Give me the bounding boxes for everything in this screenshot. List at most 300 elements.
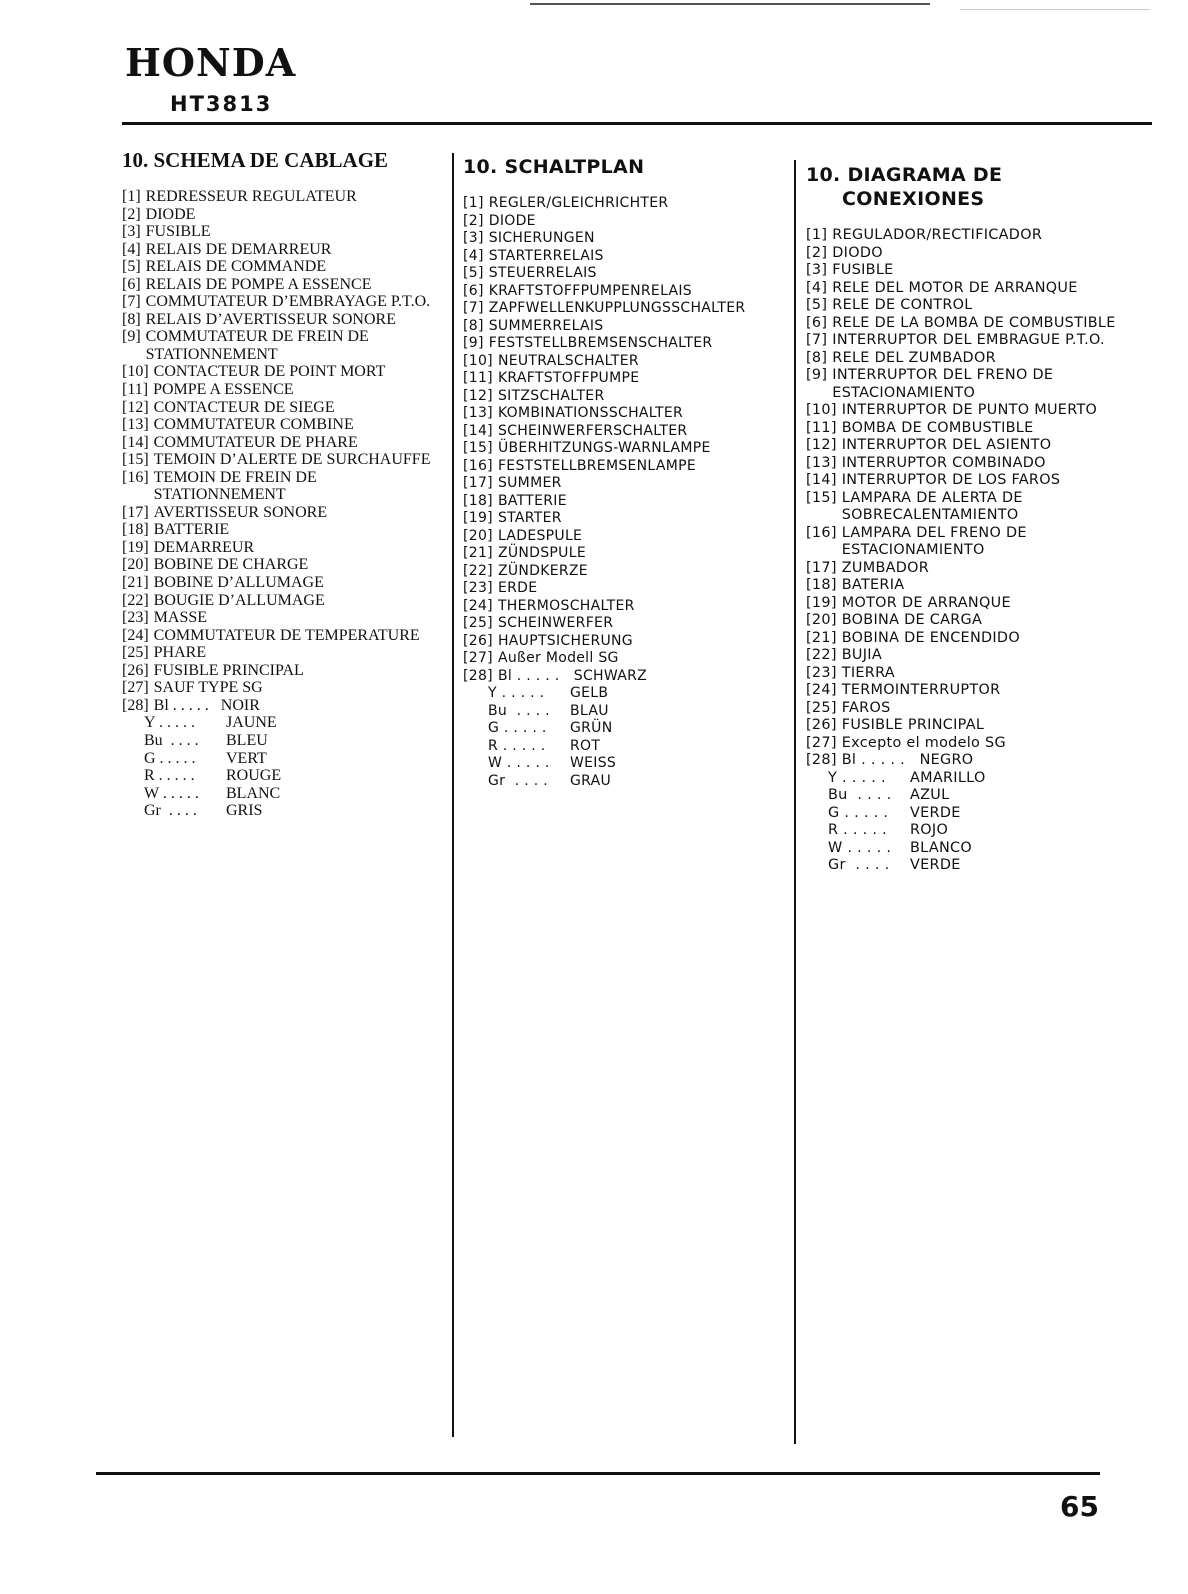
- color-code-list-german: [463, 685, 793, 790]
- legend-item-text: RELE DE LA BOMBA DE COMBUSTIBLE: [832, 314, 1116, 331]
- legend-item: [806, 297, 1146, 315]
- legend-item-text: INTERRUPTOR COMBINADO: [841, 454, 1046, 471]
- color-code-row: [488, 738, 793, 756]
- legend-item-text: COMMUTATEUR DE PHARE: [153, 433, 358, 451]
- legend-item-number: [23]: [806, 664, 837, 681]
- legend-item-number: [6]: [463, 282, 484, 299]
- legend-item-number: [27]: [122, 679, 149, 697]
- legend-item-number: [22]: [806, 647, 837, 663]
- legend-item: [122, 293, 442, 311]
- legend-item: [806, 402, 1146, 420]
- legend-item-text: KRAFTSTOFFPUMPE: [497, 370, 640, 386]
- footer-rule: [96, 1472, 1100, 1475]
- legend-item-text: LADESPULE: [497, 527, 583, 544]
- color-code-name: GRIS: [226, 802, 263, 820]
- legend-item-number: [1]: [463, 195, 484, 211]
- color-code-name: AMARILLO: [910, 769, 986, 786]
- color-code-abbrev: Y . . . . .: [488, 685, 545, 701]
- legend-item: [122, 539, 442, 557]
- legend-item-text: SUMMER: [497, 475, 562, 491]
- section-title-spanish: [806, 163, 1146, 211]
- color-code-row: [828, 822, 1146, 840]
- legend-item-text: BATTERIE: [153, 521, 230, 539]
- legend-item-number: [8]: [463, 317, 484, 334]
- color-code-abbrev: W . . . . .: [488, 755, 550, 771]
- legend-item: [122, 644, 442, 662]
- legend-item: [806, 665, 1146, 683]
- legend-item-number: [19]: [122, 538, 149, 556]
- legend-item-text: RELAIS DE DEMARREUR: [145, 240, 332, 258]
- legend-item: [806, 560, 1146, 578]
- legend-item-number: [11]: [122, 381, 149, 399]
- legend-item-text: FUSIBLE PRINCIPAL: [841, 717, 985, 733]
- legend-item-text: PHARE: [153, 644, 207, 662]
- color-code-name: BLAU: [570, 702, 609, 719]
- color-code-name: BLEU: [226, 731, 268, 749]
- legend-item-number: [3]: [122, 223, 141, 241]
- legend-item-text: FUSIBLE PRINCIPAL: [153, 661, 304, 679]
- legend-item: [122, 434, 442, 452]
- legend-item-text: BATERIA: [841, 577, 905, 593]
- legend-item-text: NEUTRALSCHALTER: [497, 352, 639, 369]
- color-code-row: [828, 787, 1146, 805]
- legend-item: [463, 318, 793, 336]
- color-code-abbrev: Bu . . . .: [488, 702, 550, 719]
- legend-item-text: FUSIBLE: [145, 223, 211, 241]
- legend-item: [463, 615, 793, 633]
- legend-item: [463, 370, 793, 388]
- legend-item-text: DIODO: [832, 244, 883, 261]
- legend-item-number: [3]: [806, 262, 828, 278]
- legend-item-number: [21]: [806, 629, 837, 646]
- legend-item-number: [12]: [122, 398, 149, 416]
- model-name: HT3813: [170, 92, 273, 116]
- section-title-german: 10. SCHALTPLAN: [463, 156, 645, 178]
- legend-item-text: RELAIS DE COMMANDE: [145, 258, 327, 276]
- legend-item: [806, 262, 1146, 280]
- legend-item-number: [2]: [122, 205, 141, 223]
- legend-item-number: [5]: [122, 258, 141, 276]
- legend-item: [463, 405, 793, 423]
- legend-item: [806, 577, 1146, 595]
- legend-item: [122, 679, 442, 697]
- color-code-row: [144, 732, 442, 750]
- legend-item-text: HAUPTSICHERUNG: [497, 632, 633, 649]
- legend-item-number: [28]: [122, 696, 149, 714]
- column-divider-1: [452, 153, 454, 1437]
- top-edge-faint-rule: [960, 9, 1150, 10]
- legend-item-number: [10]: [806, 402, 837, 418]
- legend-item-text: RELAIS D’AVERTISSEUR SONORE: [145, 310, 396, 328]
- legend-item: [806, 630, 1146, 648]
- legend-item-text: KOMBINATIONSSCHALTER: [497, 405, 683, 421]
- legend-item: [122, 258, 442, 276]
- legend-item-number: [13]: [122, 416, 149, 434]
- legend-item-text: DIODE: [488, 212, 536, 229]
- legend-item-text: CONTACTEUR DE SIEGE: [153, 398, 335, 416]
- color-code-row: [828, 770, 1146, 788]
- color-code-abbrev: Y . . . . .: [828, 769, 886, 786]
- legend-item: [122, 574, 442, 592]
- legend-item-number: [16]: [122, 468, 149, 486]
- legend-item-number: [14]: [122, 433, 149, 451]
- legend-item: [463, 580, 793, 598]
- legend-item: [122, 469, 442, 504]
- legend-item: [463, 528, 793, 546]
- legend-item: [122, 381, 442, 399]
- legend-item-text: TERMOINTERRUPTOR: [841, 682, 1001, 698]
- color-code-abbrev: Y . . . . .: [144, 714, 195, 732]
- column-spanish: [806, 163, 1146, 875]
- legend-item-number: [4]: [806, 279, 828, 296]
- legend-item-number: [19]: [806, 594, 837, 611]
- legend-item-text: INTERRUPTOR DE LOS FAROS: [841, 472, 1061, 488]
- color-code-abbrev: Bu . . . .: [828, 787, 892, 803]
- legend-item: [122, 504, 442, 522]
- legend-item-number: [15]: [806, 489, 837, 506]
- legend-item-text: INTERRUPTOR DEL EMBRAGUE P.T.O.: [832, 332, 1105, 348]
- legend-item: [122, 451, 442, 469]
- legend-item-text: REGLER/GLEICHRICHTER: [488, 195, 669, 211]
- legend-item-number: [16]: [806, 524, 837, 541]
- section-title-french: 10. SCHEMA DE CABLAGE: [122, 148, 389, 172]
- section-title-spanish-line1: 10. DIAGRAMA DE: [806, 164, 1003, 186]
- legend-item-text: SAUF TYPE SG: [153, 679, 263, 697]
- legend-item-number: [13]: [806, 454, 837, 471]
- color-code-name: VERDE: [910, 857, 961, 873]
- legend-item-number: [8]: [806, 349, 828, 366]
- legend-item-text: BOBINA DE ENCENDIDO: [841, 629, 1020, 646]
- legend-item-text: SCHEINWERFERSCHALTER: [497, 422, 688, 439]
- legend-item: [463, 668, 793, 686]
- legend-item: [463, 545, 793, 563]
- legend-item-text: INTERRUPTOR DEL FRENO DE ESTACIONAMIENTO: [832, 367, 1059, 401]
- legend-item-text: Bl . . . . . NEGRO: [841, 752, 974, 768]
- color-code-name: WEISS: [570, 755, 617, 771]
- legend-item: [806, 472, 1146, 490]
- legend-item-text: DEMARREUR: [153, 538, 255, 556]
- legend-item: [806, 717, 1146, 735]
- legend-item-number: [25]: [122, 644, 149, 662]
- legend-item-text: TEMOIN D’ALERTE DE SURCHAUFFE: [153, 451, 431, 469]
- legend-list-french: [122, 188, 442, 714]
- color-code-list-spanish: [806, 770, 1146, 875]
- legend-item: [806, 332, 1146, 350]
- color-code-row: [144, 750, 442, 768]
- legend-item: [463, 563, 793, 581]
- color-code-abbrev: R . . . . .: [828, 822, 888, 838]
- legend-item-text: DIODE: [145, 205, 196, 223]
- legend-item-number: [19]: [463, 510, 493, 526]
- legend-item: [463, 458, 793, 476]
- legend-item-text: COMMUTATEUR DE TEMPERATURE: [153, 626, 420, 644]
- legend-item-text: FESTSTELLBREMSENLAMPE: [497, 457, 697, 474]
- legend-item: [122, 627, 442, 645]
- legend-item-number: [12]: [463, 387, 493, 404]
- color-code-name: GRÜN: [570, 720, 613, 736]
- legend-item: [806, 350, 1146, 368]
- legend-item-text: ERDE: [497, 580, 538, 596]
- legend-item: [122, 609, 442, 627]
- legend-item-text: STEUERRELAIS: [488, 265, 597, 281]
- page-number: 65: [1060, 1490, 1099, 1523]
- legend-item-text: BOUGIE D’ALLUMAGE: [153, 591, 325, 609]
- legend-item-number: [21]: [463, 545, 493, 561]
- legend-item: [806, 420, 1146, 438]
- legend-item-text: ZÜNDSPULE: [497, 545, 586, 561]
- legend-item-number: [17]: [463, 475, 493, 491]
- legend-item: [806, 455, 1146, 473]
- color-code-name: ROJO: [910, 822, 949, 838]
- color-code-abbrev: Gr . . . .: [488, 772, 548, 789]
- legend-item-number: [5]: [806, 297, 828, 313]
- legend-item-number: [24]: [122, 626, 149, 644]
- legend-item: [122, 521, 442, 539]
- legend-item: [806, 280, 1146, 298]
- legend-item: [463, 300, 793, 318]
- legend-item-number: [7]: [122, 293, 141, 311]
- legend-item-text: TIERRA: [841, 664, 895, 681]
- color-code-abbrev: R . . . . .: [144, 767, 195, 785]
- header-rule: [122, 122, 1152, 125]
- legend-item-text: RELE DE CONTROL: [832, 297, 973, 313]
- legend-item-number: [28]: [463, 667, 493, 684]
- legend-item: [463, 633, 793, 651]
- legend-item-text: LAMPARA DEL FRENO DE ESTACIONAMIENTO: [841, 524, 1032, 558]
- column-divider-2: [794, 160, 796, 1444]
- legend-item-number: [11]: [806, 419, 837, 436]
- legend-item: [463, 195, 793, 213]
- legend-item: [806, 227, 1146, 245]
- section-title-spanish-line2: CONEXIONES: [842, 188, 985, 210]
- legend-item-text: SCHEINWERFER: [497, 615, 614, 631]
- legend-item-text: ZÜNDKERZE: [497, 562, 588, 579]
- legend-item: [122, 311, 442, 329]
- legend-item-text: MOTOR DE ARRANQUE: [841, 594, 1011, 611]
- color-code-name: AZUL: [910, 787, 950, 803]
- legend-item-number: [2]: [806, 244, 828, 261]
- legend-item: [122, 399, 442, 417]
- legend-item: [806, 315, 1146, 333]
- legend-item-number: [24]: [463, 597, 493, 614]
- color-code-row: [144, 785, 442, 803]
- legend-item-text: COMMUTATEUR DE FREIN DE STATIONNEMENT: [145, 328, 373, 363]
- legend-item-number: [22]: [122, 591, 149, 609]
- color-code-row: [144, 767, 442, 785]
- legend-item: [463, 248, 793, 266]
- legend-item: [122, 276, 442, 294]
- legend-item-number: [13]: [463, 405, 493, 421]
- legend-item: [463, 388, 793, 406]
- legend-item: [806, 735, 1146, 753]
- legend-item-number: [20]: [463, 527, 493, 544]
- legend-item-number: [7]: [463, 300, 484, 316]
- legend-item-number: [14]: [463, 422, 493, 439]
- color-code-name: VERT: [226, 749, 267, 767]
- legend-item-text: MASSE: [153, 609, 208, 627]
- legend-item-number: [25]: [806, 699, 837, 716]
- legend-item: [122, 241, 442, 259]
- legend-item-text: TEMOIN DE FREIN DE STATIONNEMENT: [153, 468, 321, 504]
- color-code-row: [144, 714, 442, 732]
- legend-item-text: INTERRUPTOR DEL ASIENTO: [841, 437, 1052, 453]
- legend-item: [122, 223, 442, 241]
- legend-item: [122, 363, 442, 381]
- legend-item: [122, 328, 442, 363]
- legend-item-number: [17]: [122, 503, 149, 521]
- legend-item-text: STARTERRELAIS: [488, 247, 604, 264]
- color-code-name: BLANCO: [910, 839, 973, 856]
- legend-item-number: [18]: [463, 492, 493, 509]
- legend-item: [122, 416, 442, 434]
- color-code-abbrev: W . . . . .: [828, 839, 892, 856]
- legend-item-text: BUJIA: [841, 647, 882, 663]
- color-code-list-french: [122, 714, 442, 819]
- legend-item-text: STARTER: [497, 510, 562, 526]
- legend-item-number: [16]: [463, 457, 493, 474]
- legend-item-text: SUMMERRELAIS: [488, 317, 604, 334]
- legend-item-number: [10]: [122, 363, 149, 381]
- legend-item-number: [28]: [806, 752, 837, 768]
- legend-item-text: FESTSTELLBREMSENSCHALTER: [488, 335, 713, 351]
- color-code-row: [488, 720, 793, 738]
- legend-item: [463, 283, 793, 301]
- legend-item-text: POMPE A ESSENCE: [153, 381, 294, 399]
- color-code-abbrev: W . . . . .: [144, 784, 199, 802]
- color-code-row: [488, 773, 793, 791]
- legend-item-number: [3]: [463, 230, 484, 246]
- legend-item-number: [18]: [806, 577, 837, 593]
- legend-item-text: KRAFTSTOFFPUMPENRELAIS: [488, 282, 692, 299]
- legend-item: [806, 752, 1146, 770]
- legend-item-number: [1]: [122, 188, 141, 205]
- color-code-row: [828, 840, 1146, 858]
- legend-item-text: Bl . . . . . NOIR: [153, 696, 260, 714]
- color-code-name: JAUNE: [226, 714, 277, 732]
- legend-item: [806, 490, 1146, 525]
- color-code-row: [828, 805, 1146, 823]
- legend-item-text: Excepto el modelo SG: [841, 734, 1006, 751]
- color-code-abbrev: Gr . . . .: [828, 857, 890, 873]
- color-code-name: ROT: [570, 737, 601, 754]
- legend-list-spanish: [806, 227, 1146, 770]
- legend-item: [122, 592, 442, 610]
- legend-item-number: [18]: [122, 521, 149, 539]
- legend-item-number: [1]: [806, 227, 828, 243]
- legend-item-number: [24]: [806, 682, 837, 698]
- legend-item-text: ÜBERHITZUNGS-WARNLAMPE: [497, 440, 711, 456]
- color-code-abbrev: Bu . . . .: [144, 731, 199, 749]
- legend-item-text: Außer Modell SG: [497, 650, 619, 666]
- color-code-abbrev: G . . . . .: [828, 804, 889, 821]
- color-code-name: GRAU: [570, 772, 612, 789]
- legend-item: [806, 437, 1146, 455]
- color-code-row: [488, 685, 793, 703]
- legend-item: [806, 245, 1146, 263]
- legend-item-number: [4]: [463, 247, 484, 264]
- legend-item-text: CONTACTEUR DE POINT MORT: [153, 363, 386, 381]
- color-code-row: [488, 755, 793, 773]
- legend-item-text: REGULADOR/RECTIFICADOR: [832, 227, 1043, 243]
- legend-item-text: RELAIS DE POMPE A ESSENCE: [145, 275, 372, 293]
- legend-item: [463, 493, 793, 511]
- legend-item: [122, 662, 442, 680]
- legend-item-text: BOBINE D’ALLUMAGE: [153, 574, 324, 592]
- legend-list-german: [463, 195, 793, 685]
- legend-item-text: REDRESSEUR REGULATEUR: [145, 188, 357, 205]
- legend-item-text: COMMUTATEUR COMBINE: [153, 416, 354, 434]
- legend-item-text: LAMPARA DE ALERTA DE SOBRECALENTAMIENTO: [841, 489, 1028, 523]
- brand-logo: HONDA: [125, 40, 297, 85]
- legend-item-text: SITZSCHALTER: [497, 387, 605, 404]
- legend-item: [463, 213, 793, 231]
- legend-item-text: BATTERIE: [497, 492, 567, 509]
- legend-item: [122, 206, 442, 224]
- legend-item-number: [23]: [463, 580, 493, 596]
- top-edge-rule: [530, 3, 930, 5]
- color-code-name: GELB: [570, 685, 609, 701]
- legend-item-number: [8]: [122, 310, 141, 328]
- legend-item: [463, 510, 793, 528]
- color-code-abbrev: G . . . . .: [488, 720, 547, 736]
- legend-item-number: [9]: [806, 367, 828, 383]
- legend-item: [122, 188, 442, 206]
- legend-item-number: [6]: [122, 275, 141, 293]
- legend-item-number: [27]: [463, 650, 493, 666]
- legend-item: [463, 475, 793, 493]
- legend-item-number: [20]: [806, 612, 837, 628]
- legend-item-text: BOBINE DE CHARGE: [153, 556, 309, 574]
- legend-item-number: [4]: [122, 240, 141, 258]
- color-code-name: VERDE: [910, 804, 961, 821]
- legend-item-text: SICHERUNGEN: [488, 230, 595, 246]
- color-code-name: BLANC: [226, 784, 281, 802]
- legend-item-text: FUSIBLE: [832, 262, 894, 278]
- legend-item-number: [26]: [806, 717, 837, 733]
- legend-item: [122, 556, 442, 574]
- legend-item: [806, 700, 1146, 718]
- legend-item-number: [26]: [122, 661, 149, 679]
- legend-item-number: [2]: [463, 212, 484, 229]
- legend-item-number: [12]: [806, 437, 837, 453]
- legend-item-number: [22]: [463, 562, 493, 579]
- legend-item-number: [17]: [806, 559, 837, 576]
- legend-item-text: Bl . . . . . SCHWARZ: [497, 667, 648, 684]
- legend-item-text: RELE DEL MOTOR DE ARRANQUE: [832, 279, 1078, 296]
- legend-item: [122, 697, 442, 715]
- legend-item-number: [23]: [122, 609, 149, 627]
- legend-item-text: ZAPFWELLENKUPPLUNGSSCHALTER: [488, 300, 746, 316]
- legend-item-number: [26]: [463, 632, 493, 649]
- legend-item-number: [5]: [463, 265, 484, 281]
- legend-item-text: THERMOSCHALTER: [497, 597, 635, 614]
- legend-item-text: AVERTISSEUR SONORE: [153, 503, 328, 521]
- legend-item: [463, 353, 793, 371]
- legend-item: [806, 525, 1146, 560]
- legend-item-number: [9]: [463, 335, 484, 351]
- legend-item: [463, 265, 793, 283]
- color-code-name: ROUGE: [226, 767, 282, 785]
- legend-item-text: RELE DEL ZUMBADOR: [832, 349, 996, 366]
- color-code-abbrev: Gr . . . .: [144, 802, 197, 820]
- color-code-row: [488, 703, 793, 721]
- color-code-row: [828, 857, 1146, 875]
- legend-item: [463, 650, 793, 668]
- legend-item-number: [14]: [806, 472, 837, 488]
- column-german: [463, 155, 793, 790]
- legend-item-text: BOBINA DE CARGA: [841, 612, 983, 628]
- legend-item-text: INTERRUPTOR DE PUNTO MUERTO: [841, 402, 1098, 418]
